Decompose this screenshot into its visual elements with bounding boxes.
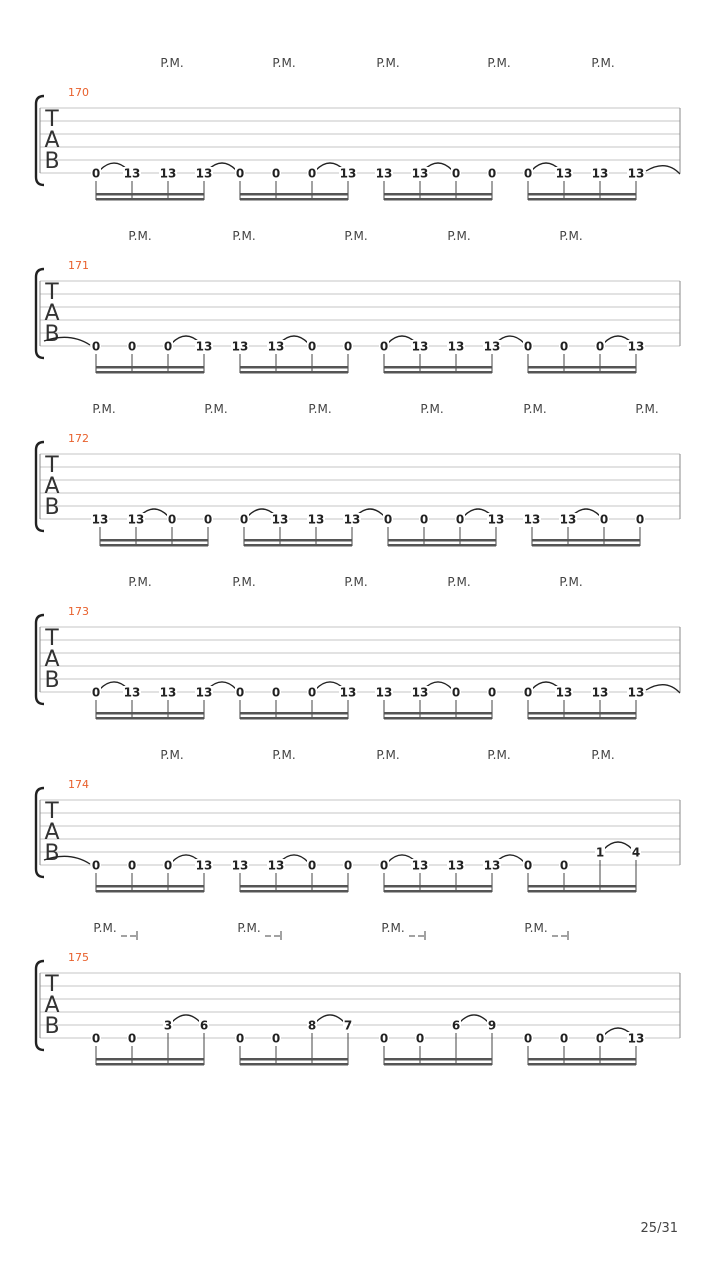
tab-system [36, 748, 680, 893]
beam [384, 193, 492, 196]
fret-number: 0 [559, 339, 569, 354]
tab-clef-letter: B [44, 322, 60, 347]
palm-mute-label: P.M. [308, 402, 332, 416]
beam [244, 539, 352, 542]
beam [528, 712, 636, 715]
fret-number: 13 [555, 166, 573, 181]
beam [240, 1058, 348, 1061]
fret-number: 0 [523, 1031, 533, 1046]
fret-number: 0 [419, 512, 429, 527]
palm-mute-label: P.M. [376, 56, 400, 70]
tab-clef-letter: T [45, 280, 59, 305]
fret-number: 13 [447, 339, 465, 354]
fret-number: 0 [235, 1031, 245, 1046]
palm-mute-label: P.M. [447, 575, 471, 589]
beam [384, 717, 492, 720]
fret-number: 13 [411, 685, 429, 700]
fret-number: 3 [163, 1018, 173, 1033]
palm-mute-label: P.M. [523, 402, 547, 416]
beam [388, 544, 496, 547]
beam [100, 539, 208, 542]
fret-number: 13 [375, 166, 393, 181]
fret-number: 0 [271, 685, 281, 700]
fret-number: 13 [343, 512, 361, 527]
fret-number: 0 [307, 685, 317, 700]
fret-number: 13 [195, 339, 213, 354]
fret-number: 0 [91, 685, 101, 700]
beam [96, 1058, 204, 1061]
beam [240, 712, 348, 715]
beam [528, 193, 636, 196]
palm-mute-label: P.M. [204, 402, 228, 416]
fret-number: 0 [379, 858, 389, 873]
measure-number: 171 [68, 259, 89, 272]
beam [528, 1063, 636, 1066]
fret-number: 13 [487, 512, 505, 527]
fret-number: 0 [599, 512, 609, 527]
beam [532, 544, 640, 547]
palm-mute-label: P.M. [635, 402, 659, 416]
beam [240, 193, 348, 196]
fret-number: 9 [487, 1018, 497, 1033]
palm-mute-label: P.M. [344, 229, 368, 243]
palm-mute-label: P.M. [128, 575, 152, 589]
palm-mute-label: P.M. [487, 748, 511, 762]
fret-number: 13 [591, 685, 609, 700]
palm-mute-label: P.M. [92, 402, 116, 416]
fret-number: 13 [159, 685, 177, 700]
tab-system [36, 229, 680, 374]
measure-number: 173 [68, 605, 89, 618]
beam [384, 371, 492, 374]
fret-number: 0 [127, 339, 137, 354]
fret-number: 0 [91, 166, 101, 181]
beam [384, 890, 492, 893]
palm-mute-label: P.M. [447, 229, 471, 243]
fret-number: 13 [339, 166, 357, 181]
beam [384, 712, 492, 715]
palm-mute-label: P.M. [591, 748, 615, 762]
slur-arc [316, 1015, 344, 1022]
beam [240, 366, 348, 369]
tab-system [36, 402, 680, 547]
tab-clef-letter: B [44, 1014, 60, 1039]
fret-number: 13 [627, 166, 645, 181]
tab-clef-letter: A [44, 128, 60, 153]
palm-mute-label: P.M. [272, 748, 296, 762]
beam [240, 371, 348, 374]
tab-clef-letter: A [44, 993, 60, 1018]
fret-number: 0 [487, 166, 497, 181]
fret-number: 0 [167, 512, 177, 527]
palm-mute-label: P.M. [344, 575, 368, 589]
beam [384, 1058, 492, 1061]
palm-mute-label: P.M. [232, 575, 256, 589]
fret-number: 13 [231, 858, 249, 873]
beam [528, 717, 636, 720]
palm-mute-label: P.M. [93, 921, 117, 935]
tab-system [36, 56, 680, 201]
fret-number: 13 [195, 685, 213, 700]
tab-system [36, 921, 680, 1066]
fret-number: 0 [379, 339, 389, 354]
tab-system [36, 575, 680, 720]
fret-number: 13 [411, 166, 429, 181]
fret-number: 0 [595, 1031, 605, 1046]
beam [388, 539, 496, 542]
beam [240, 717, 348, 720]
fret-number: 0 [523, 858, 533, 873]
beam [96, 371, 204, 374]
fret-number: 13 [195, 858, 213, 873]
fret-number: 0 [523, 339, 533, 354]
fret-number: 0 [127, 1031, 137, 1046]
fret-number: 13 [195, 166, 213, 181]
measure-number: 170 [68, 86, 89, 99]
fret-number: 13 [523, 512, 541, 527]
fret-number: 0 [383, 512, 393, 527]
fret-number: 0 [235, 685, 245, 700]
beam [528, 1058, 636, 1061]
palm-mute-label: P.M. [381, 921, 405, 935]
fret-number: 13 [627, 339, 645, 354]
fret-number: 13 [271, 512, 289, 527]
fret-number: 13 [483, 339, 501, 354]
fret-number: 13 [483, 858, 501, 873]
fret-number: 0 [523, 685, 533, 700]
fret-number: 1 [595, 845, 605, 860]
beam [96, 198, 204, 201]
slur-arc [460, 1015, 488, 1022]
fret-number: 13 [411, 339, 429, 354]
beam [384, 198, 492, 201]
palm-mute-label: P.M. [237, 921, 261, 935]
measure-number: 172 [68, 432, 89, 445]
fret-number: 0 [455, 512, 465, 527]
tab-clef-letter: T [45, 626, 59, 651]
fret-number: 0 [451, 685, 461, 700]
fret-number: 13 [627, 685, 645, 700]
fret-number: 0 [307, 858, 317, 873]
palm-mute-label: P.M. [524, 921, 548, 935]
fret-number: 0 [91, 339, 101, 354]
tab-clef-letter: A [44, 474, 60, 499]
tab-clef-letter: B [44, 841, 60, 866]
page-number: 25/31 [640, 1221, 678, 1236]
tab-clef-letter: A [44, 820, 60, 845]
measure-number: 175 [68, 951, 89, 964]
fret-number: 13 [559, 512, 577, 527]
fret-number: 0 [343, 339, 353, 354]
palm-mute-label: P.M. [420, 402, 444, 416]
palm-mute-label: P.M. [128, 229, 152, 243]
palm-mute-label: P.M. [559, 229, 583, 243]
beam [96, 717, 204, 720]
tab-clef-letter: B [44, 495, 60, 520]
palm-mute-label: P.M. [160, 748, 184, 762]
tab-clef-letter: B [44, 668, 60, 693]
fret-number: 13 [339, 685, 357, 700]
fret-number: 7 [343, 1018, 353, 1033]
fret-number: 0 [271, 1031, 281, 1046]
beam [96, 366, 204, 369]
beam [96, 193, 204, 196]
beam [528, 371, 636, 374]
fret-number: 0 [343, 858, 353, 873]
fret-number: 0 [451, 166, 461, 181]
tab-clef-letter: T [45, 972, 59, 997]
beam [384, 366, 492, 369]
fret-number: 0 [271, 166, 281, 181]
fret-number: 4 [631, 845, 641, 860]
palm-mute-label: P.M. [487, 56, 511, 70]
fret-number: 0 [163, 339, 173, 354]
beam [240, 198, 348, 201]
beam [528, 885, 636, 888]
beam [532, 539, 640, 542]
beam [528, 198, 636, 201]
fret-number: 13 [159, 166, 177, 181]
fret-number: 13 [555, 685, 573, 700]
tab-clef-letter: T [45, 107, 59, 132]
palm-mute-label: P.M. [272, 56, 296, 70]
palm-mute-label: P.M. [160, 56, 184, 70]
fret-number: 0 [635, 512, 645, 527]
fret-number: 0 [91, 1031, 101, 1046]
fret-number: 0 [307, 339, 317, 354]
fret-number: 13 [411, 858, 429, 873]
fret-number: 0 [203, 512, 213, 527]
palm-mute-label: P.M. [591, 56, 615, 70]
fret-number: 0 [559, 1031, 569, 1046]
beam [240, 1063, 348, 1066]
tab-clef-letter: T [45, 799, 59, 824]
tab-clef-letter: T [45, 453, 59, 478]
fret-number: 8 [307, 1018, 317, 1033]
fret-number: 6 [199, 1018, 209, 1033]
fret-number: 0 [235, 166, 245, 181]
beam [96, 1063, 204, 1066]
fret-number: 13 [127, 512, 145, 527]
slur-arc [604, 842, 632, 849]
fret-number: 6 [451, 1018, 461, 1033]
fret-number: 13 [123, 685, 141, 700]
tab-clef-letter: A [44, 647, 60, 672]
fret-number: 13 [375, 685, 393, 700]
fret-number: 0 [239, 512, 249, 527]
fret-number: 0 [559, 858, 569, 873]
beam [96, 712, 204, 715]
beam [384, 1063, 492, 1066]
fret-number: 0 [307, 166, 317, 181]
fret-number: 0 [415, 1031, 425, 1046]
fret-number: 0 [379, 1031, 389, 1046]
beam [528, 366, 636, 369]
fret-number: 0 [91, 858, 101, 873]
fret-number: 0 [523, 166, 533, 181]
fret-number: 0 [487, 685, 497, 700]
fret-number: 13 [307, 512, 325, 527]
palm-mute-label: P.M. [559, 575, 583, 589]
fret-number: 13 [627, 1031, 645, 1046]
fret-number: 0 [163, 858, 173, 873]
fret-number: 0 [127, 858, 137, 873]
beam [240, 890, 348, 893]
beam [244, 544, 352, 547]
fret-number: 13 [591, 166, 609, 181]
beam [384, 885, 492, 888]
beam [528, 890, 636, 893]
fret-number: 0 [595, 339, 605, 354]
tab-clef-letter: B [44, 149, 60, 174]
beam [240, 885, 348, 888]
fret-number: 13 [91, 512, 109, 527]
fret-number: 13 [447, 858, 465, 873]
fret-number: 13 [267, 339, 285, 354]
fret-number: 13 [267, 858, 285, 873]
measure-number: 174 [68, 778, 89, 791]
beam [96, 890, 204, 893]
slur-arc [172, 1015, 200, 1022]
tab-clef-letter: A [44, 301, 60, 326]
fret-number: 13 [123, 166, 141, 181]
palm-mute-label: P.M. [232, 229, 256, 243]
beam [100, 544, 208, 547]
palm-mute-label: P.M. [376, 748, 400, 762]
fret-number: 13 [231, 339, 249, 354]
beam [96, 885, 204, 888]
